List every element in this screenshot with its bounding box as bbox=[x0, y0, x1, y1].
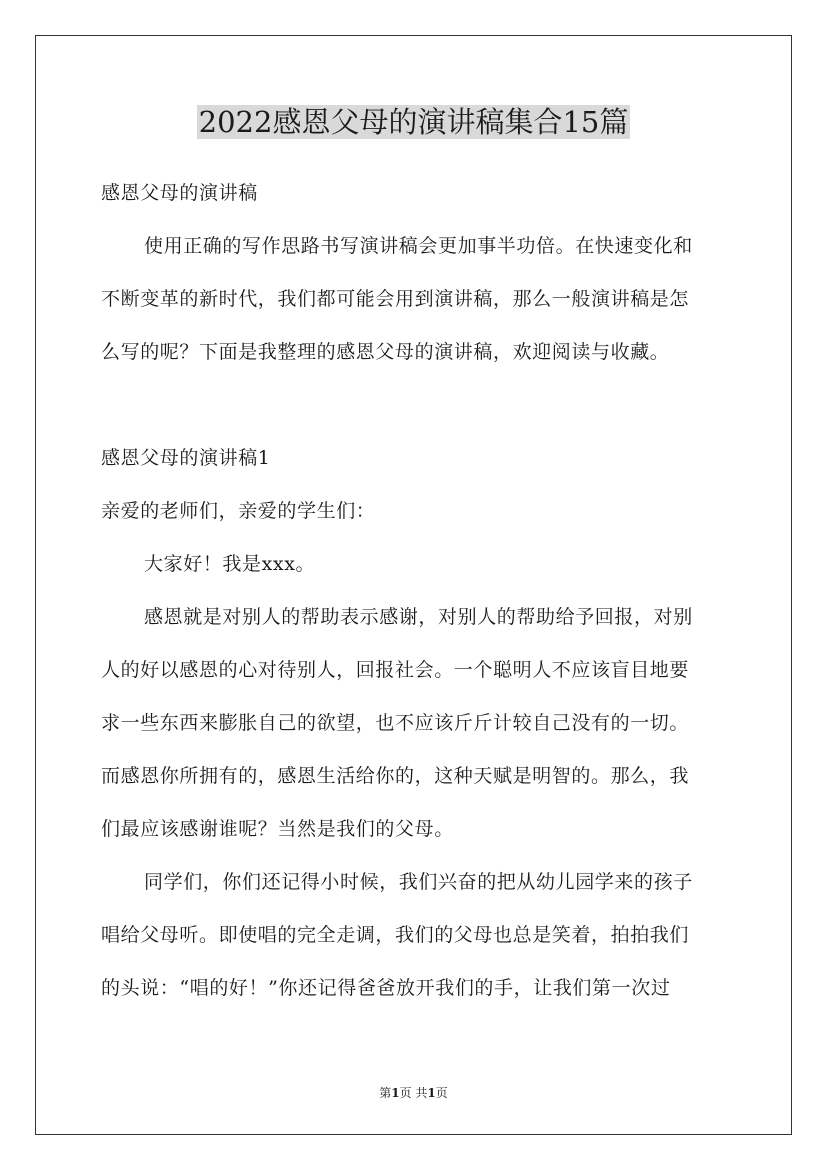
document-title-text: 2022感恩父母的演讲稿集合15篇 bbox=[198, 105, 629, 139]
footer-page-number: 1 bbox=[391, 1086, 400, 1100]
greeting: 大家好！我是xxx。 bbox=[144, 553, 316, 575]
section-heading: 感恩父母的演讲稿1 bbox=[101, 447, 271, 469]
paragraph-line: 求一些东西来膨胀自己的欲望，也不应该斤斤计较自己没有的一切。 bbox=[101, 712, 690, 734]
document-title bbox=[0, 102, 827, 142]
paragraph-line: 同学们，你们还记得小时候，我们兴奋的把从幼儿园学来的孩子 bbox=[144, 871, 693, 893]
paragraph-line: 们最应该感谢谁呢？当然是我们的父母。 bbox=[101, 818, 454, 840]
intro-line: 使用正确的写作思路书写演讲稿会更加事半功倍。在快速变化和 bbox=[144, 235, 693, 257]
footer-total-pages: 1 bbox=[427, 1086, 436, 1100]
page-footer bbox=[0, 1083, 827, 1103]
footer-mid: 页 共 bbox=[399, 1086, 428, 1100]
salutation: 亲爱的老师们，亲爱的学生们： bbox=[101, 500, 376, 522]
paragraph-line: 感恩就是对别人的帮助表示感谢，对别人的帮助给予回报，对别 bbox=[144, 606, 693, 628]
document-body bbox=[101, 175, 731, 1023]
intro-line: 不断变革的新时代，我们都可能会用到演讲稿，那么一般演讲稿是怎 bbox=[101, 288, 690, 310]
intro-line: 么写的呢？下面是我整理的感恩父母的演讲稿，欢迎阅读与收藏。 bbox=[101, 341, 670, 363]
paragraph-line: 人的好以感恩的心对待别人，回报社会。一个聪明人不应该盲目地要 bbox=[101, 659, 690, 681]
blank-line bbox=[101, 387, 731, 440]
footer-prefix: 第 bbox=[379, 1086, 392, 1100]
footer-suffix: 页 bbox=[435, 1086, 448, 1100]
paragraph-line: 唱给父母听。即使唱的完全走调，我们的父母也总是笑着，拍拍我们 bbox=[101, 924, 690, 946]
paragraph-line: 的头说：“唱的好！”你还记得爸爸放开我们的手，让我们第一次过 bbox=[101, 977, 671, 999]
paragraph-line: 而感恩你所拥有的，感恩生活给你的，这种天赋是明智的。那么，我 bbox=[101, 765, 690, 787]
subtitle: 感恩父母的演讲稿 bbox=[101, 182, 258, 204]
